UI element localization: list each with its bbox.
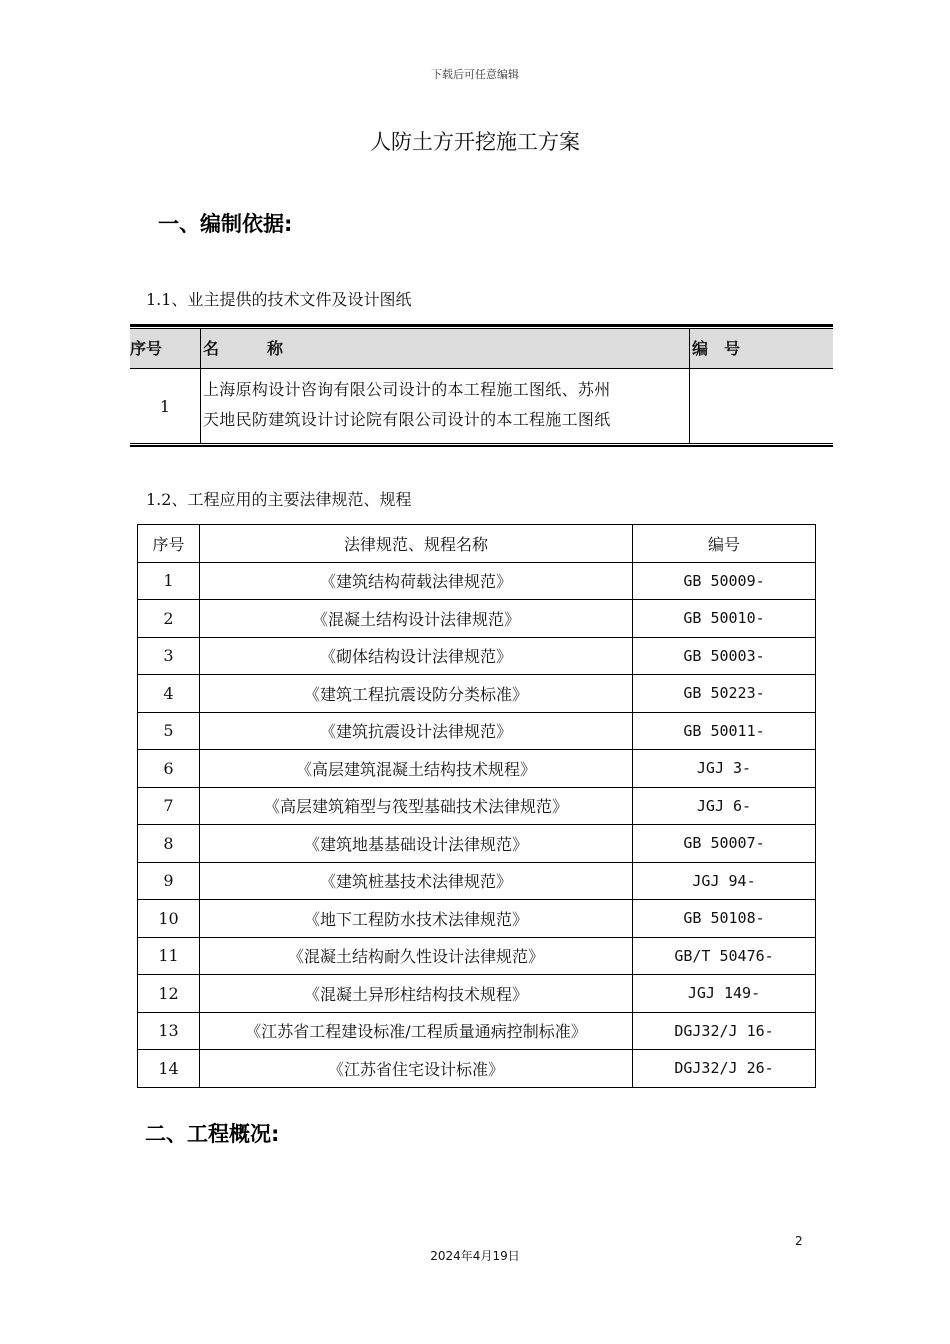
table-row <box>138 937 816 975</box>
cell-code: JGJ 149- <box>633 975 816 1013</box>
cell-name: 《江苏省住宅设计标准》 <box>200 1050 633 1088</box>
cell-code: GB/T 50476- <box>633 937 816 975</box>
cell-name-line: 天地民防建筑设计讨论院有限公司设计的本工程施工图纸 <box>203 410 611 429</box>
cell-no: 6 <box>138 750 200 788</box>
cell-code: DGJ32/J 26- <box>633 1050 816 1088</box>
cell-name: 《高层建筑箱型与筏型基础技术法律规范》 <box>200 787 633 825</box>
cell-code: DGJ32/J 16- <box>633 1012 816 1050</box>
table-row <box>130 369 833 443</box>
table-row <box>138 750 816 788</box>
cell-name: 《地下工程防水技术法律规范》 <box>200 900 633 938</box>
header-cell-name: 名 称 <box>200 329 689 368</box>
table-rule <box>130 324 833 327</box>
header-cell-no: 序号 <box>138 525 200 563</box>
table-row <box>138 562 816 600</box>
page-header: 下载后可任意编辑 <box>431 68 519 81</box>
cell-name: 《混凝土结构设计法律规范》 <box>200 600 633 638</box>
table-rule <box>130 445 833 447</box>
subsection-heading-1-1: 1.1、业主提供的技术文件及设计图纸 <box>146 290 412 309</box>
table-row <box>138 675 816 713</box>
cell-name: 《高层建筑混凝土结构技术规程》 <box>200 750 633 788</box>
cell-name-line: 上海原构设计咨询有限公司设计的本工程施工图纸、苏州 <box>203 380 611 399</box>
cell-name <box>200 369 689 443</box>
cell-no: 5 <box>138 712 200 750</box>
section-heading-basis: 一、编制依据: <box>158 212 293 236</box>
cell-name: 《砌体结构设计法律规范》 <box>200 637 633 675</box>
cell-no: 2 <box>138 600 200 638</box>
cell-no: 9 <box>138 862 200 900</box>
cell-no: 4 <box>138 675 200 713</box>
document-title: 人防土方开挖施工方案 <box>370 130 580 154</box>
cell-no: 1 <box>138 562 200 600</box>
cell-no: 10 <box>138 900 200 938</box>
cell-code: GB 50007- <box>633 825 816 863</box>
cell-name: 《建筑抗震设计法律规范》 <box>200 712 633 750</box>
table-row <box>138 712 816 750</box>
table-row <box>138 1050 816 1088</box>
cell-code: GB 50223- <box>633 675 816 713</box>
cell-code: GB 50009- <box>633 562 816 600</box>
table-row <box>138 1012 816 1050</box>
design-documents-table <box>130 324 833 447</box>
header-cell-no: 序号 <box>130 339 163 358</box>
subsection-heading-1-2: 1.2、工程应用的主要法律规范、规程 <box>146 490 412 509</box>
cell-code <box>689 369 833 443</box>
header-cell-name: 法律规范、规程名称 <box>200 525 633 563</box>
page-footer-date: 2024年4月19日 <box>430 1249 520 1263</box>
cell-code: GB 50011- <box>633 712 816 750</box>
cell-no: 12 <box>138 975 200 1013</box>
cell-no: 7 <box>138 787 200 825</box>
cell-code: JGJ 6- <box>633 787 816 825</box>
section-heading-overview: 二、工程概况: <box>145 1122 280 1146</box>
cell-no: 8 <box>138 825 200 863</box>
header-cell-code: 编号 <box>633 525 816 563</box>
cell-name: 《江苏省工程建设标准/工程质量通病控制标准》 <box>200 1012 633 1050</box>
table-row <box>138 900 816 938</box>
cell-code: JGJ 3- <box>633 750 816 788</box>
cell-name: 《混凝土异形柱结构技术规程》 <box>200 975 633 1013</box>
cell-code: JGJ 94- <box>633 862 816 900</box>
cell-code: GB 50003- <box>633 637 816 675</box>
cell-no: 1 <box>159 396 171 416</box>
cell-name: 《混凝土结构耐久性设计法律规范》 <box>200 937 633 975</box>
table-header-row <box>138 525 816 563</box>
table-row <box>138 825 816 863</box>
table-rule <box>130 443 833 444</box>
cell-no: 3 <box>138 637 200 675</box>
regulations-table-body <box>138 562 816 1087</box>
table-row <box>138 787 816 825</box>
cell-name: 《建筑桩基技术法律规范》 <box>200 862 633 900</box>
table-row <box>138 637 816 675</box>
cell-no: 13 <box>138 1012 200 1050</box>
header-cell-code: 编 号 <box>689 329 833 368</box>
regulations-table <box>137 524 816 1088</box>
cell-name: 《建筑地基基础设计法律规范》 <box>200 825 633 863</box>
cell-name: 《建筑工程抗震设防分类标准》 <box>200 675 633 713</box>
cell-no: 11 <box>138 937 200 975</box>
table-row <box>138 600 816 638</box>
page-number: 2 <box>795 1234 803 1248</box>
table-row <box>138 862 816 900</box>
cell-no: 14 <box>138 1050 200 1088</box>
table-row <box>138 975 816 1013</box>
table-header-row <box>130 329 833 368</box>
cell-name: 《建筑结构荷载法律规范》 <box>200 562 633 600</box>
cell-code: GB 50010- <box>633 600 816 638</box>
cell-code: GB 50108- <box>633 900 816 938</box>
